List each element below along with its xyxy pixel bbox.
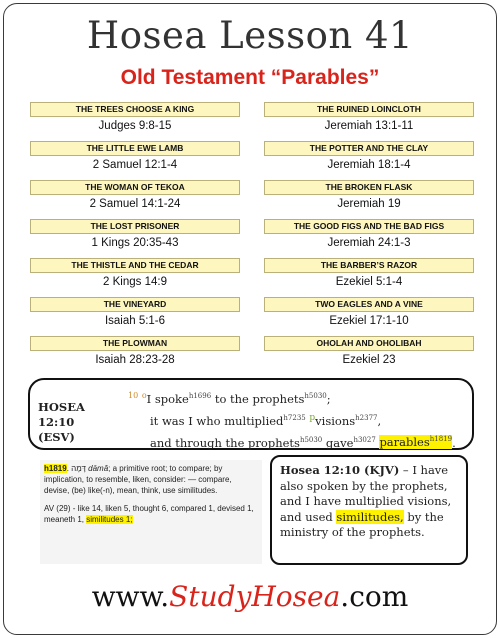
right-parable-list [264,102,474,375]
transliteration: dāmâ [88,464,109,473]
parable-entry [264,141,474,180]
parable-reference: Ezekiel 17:1-10 [329,315,409,327]
strongs-number[interactable]: h3027 [353,435,376,444]
strongs-number[interactable]: h7235 [283,413,306,422]
parable-entry [264,219,474,258]
strongs-number[interactable]: h5030 [304,392,327,400]
parable-title: THE LOST PRISONER [30,219,240,234]
parable-title: THE GOOD FIGS AND THE BAD FIGS [264,219,474,234]
esv-version: (ESV) [38,430,75,444]
footnote-marker: p [309,412,316,423]
kjv-text: by the ministry of the prophets. [280,509,444,539]
verse-fragment: and through the prophets [150,435,300,450]
parable-reference: Isaiah 28:23-28 [95,354,175,366]
parable-entry [264,102,474,141]
parable-reference: 2 Kings 14:9 [103,276,167,288]
parable-reference: Jeremiah 24:1-3 [327,237,411,249]
parable-entry [264,258,474,297]
verse-fragment: . [452,435,456,450]
parable-entry [264,180,474,219]
parable-title: THE BARBER’S RAZOR [264,258,474,273]
strongs-number[interactable]: h5030 [299,435,323,444]
parable-reference: 2 Samuel 12:1-4 [92,159,178,171]
lexicon-usage [44,503,258,525]
kjv-highlight: similitudes, [336,509,404,524]
parable-reference: Ezekiel 23 [342,354,396,366]
hebrew-word: דָּמָה [71,464,86,473]
verse-number: 10 [128,391,139,400]
definition-text: ; a primitive root; to compare; by implication, to resemble, liken, consider: — compare, devise, (be) like(-n), mean, think, use similitudes. [44,464,232,495]
parable-entry [30,336,240,375]
footnote-marker: o [141,391,147,400]
parable-title: THE TREES CHOOSE A KING [30,102,240,117]
url-prefix: www. [91,580,170,613]
parable-reference: Isaiah 5:1-6 [104,315,166,327]
usage-highlight: similitudes 1; [86,515,133,524]
parable-reference: Jeremiah 18:1-4 [327,159,411,171]
parable-reference: Judges 9:8-15 [98,120,172,132]
page-subtitle: Old Testament “Parables” [120,66,380,89]
parable-entry [30,102,240,141]
parable-entry [30,297,240,336]
esv-line-3 [128,431,473,453]
parable-entry [264,336,474,375]
strongs-code: h1819 [44,464,67,473]
usage-text: AV (29) - like 14, liken 5, thought 6, compared 1, devised 1, meaneth 1, [44,504,254,524]
strongs-number[interactable]: h1696 [188,392,212,400]
verse-fragment: to the prophets [211,391,305,406]
esv-reference: HOSEA 12:10 [38,400,85,429]
parable-entry [30,219,240,258]
lexicon-entry [40,460,262,564]
kjv-reference: Hosea 12:10 (KJV) [280,463,400,477]
verse-fragment: gave [322,435,354,450]
left-parable-list [30,102,240,375]
highlight-text: parables [379,435,430,450]
page-title: Hosea Lesson 41 [86,14,414,57]
url-suffix: .com [340,580,409,613]
verse-fragment: , [377,413,382,428]
parable-entry [30,180,240,219]
parable-reference: Jeremiah 13:1-11 [324,120,414,132]
esv-verse-text [128,386,473,452]
parable-title: THE POTTER AND THE CLAY [264,141,474,156]
lexicon-definition: h1819. דָּמָה dāmâ; a primitive root; to compare; by implication, to resemble, liken, consider: — compare, devise, (be) like(-n), mean, think, use similitudes. [44,464,232,495]
parable-title: THE LITTLE EWE LAMB [30,141,240,156]
kjv-text: – I have also spoken by the prophets, and I have multiplied visions, and used [280,463,452,524]
parable-title: THE THISTLE AND THE CEDAR [30,258,240,273]
verse-fragment: visions [315,413,356,428]
parable-title: THE PLOWMAN [30,336,240,351]
esv-verse-box [28,378,474,450]
parable-reference: Jeremiah 19 [337,198,401,210]
parable-title: THE RUINED LOINCLOTH [264,102,474,117]
strongs-number[interactable]: h1819 [429,435,453,444]
verse-fragment: I spoke [146,391,189,406]
strongs-number[interactable]: h2377 [355,413,378,422]
parable-entry [30,258,240,297]
parable-reference: 2 Samuel 14:1-24 [89,198,181,210]
parable-title: OHOLAH AND OHOLIBAH [264,336,474,351]
esv-line-2 [128,409,473,431]
parable-reference: Ezekiel 5:1-4 [335,276,403,288]
website-url[interactable] [0,580,500,613]
highlighted-word [379,435,452,449]
parable-title: TWO EAGLES AND A VINE [264,297,474,312]
verse-fragment: ; [326,391,331,406]
parable-title: THE VINEYARD [30,297,240,312]
parable-entry [264,297,474,336]
parable-entry [30,141,240,180]
parable-title: THE BROKEN FLASK [264,180,474,195]
url-brand: StudyHosea [169,580,341,613]
parable-title: THE WOMAN OF TEKOA [30,180,240,195]
kjv-verse-box [270,455,468,565]
verse-fragment: it was I who multiplied [150,413,284,428]
esv-line-1 [128,386,473,409]
esv-verse-label [38,400,118,445]
parable-reference: 1 Kings 20:35-43 [91,237,179,249]
